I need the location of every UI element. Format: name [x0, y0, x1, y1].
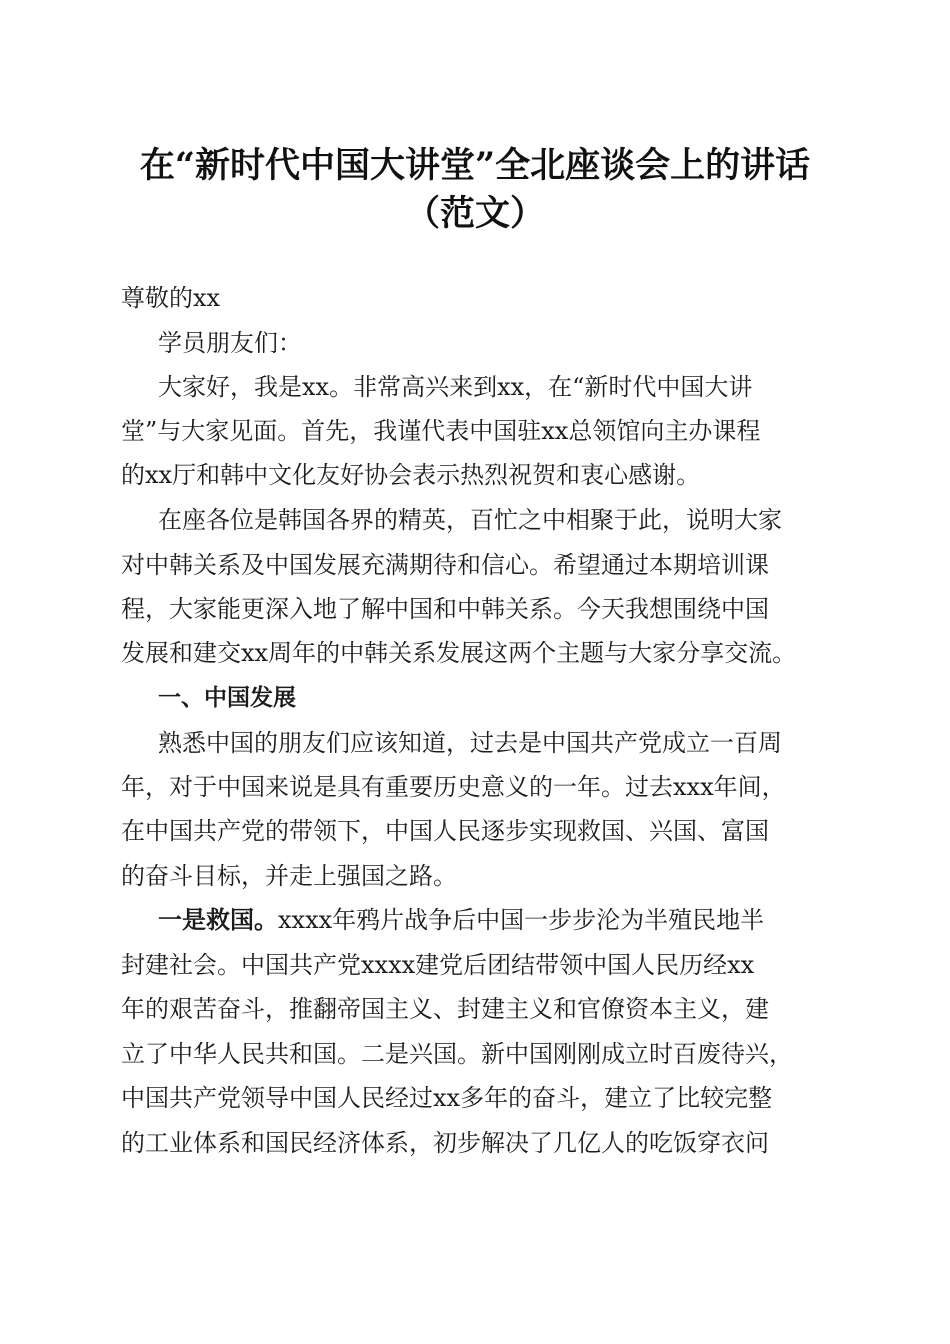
para4-line-3: 年的艰苦奋斗，推翻帝国主义、封建主义和官僚资本主义，建	[121, 995, 769, 1023]
para4-line-4: 立了中华人民共和国。二是兴国。新中国刚刚成立时百废待兴，	[121, 1040, 793, 1068]
para2-line-2: 对中韩关系及中国发展充满期待和信心。希望通过本期培训课	[121, 551, 769, 579]
para3-line-1: 熟悉中国的朋友们应该知道，过去是中国共产党成立一百周	[158, 729, 782, 757]
para4-lead: 一是救国。	[158, 905, 278, 934]
para2-line-3: 程，大家能更深入地了解中国和中韩关系。今天我想围绕中国	[121, 595, 769, 623]
section-heading: 一、中国发展	[158, 685, 296, 711]
para4-first-rest: xxxx年鸦片战争后中国一步步沦为半殖民地半	[278, 906, 765, 934]
para3-line-2: 年，对于中国来说是具有重要历史意义的一年。过去xxx年间，	[121, 773, 786, 801]
para4-line-5: 中国共产党领导中国人民经过xx多年的奋斗，建立了比较完整	[121, 1084, 773, 1112]
document-title-line-2: （范文）	[404, 193, 545, 234]
para4-line-2: 封建社会。中国共产党xxxx建党后团结带领中国人民历经xx	[121, 951, 755, 979]
para4-line-1	[158, 904, 764, 936]
salutation-line-2: 学员朋友们：	[158, 329, 302, 357]
para2-line-4: 发展和建交xx周年的中韩关系发展这两个主题与大家分享交流。	[121, 639, 797, 667]
para4-line-6: 的工业体系和国民经济体系，初步解决了几亿人的吃饭穿衣问	[121, 1129, 769, 1157]
para3-line-4: 的奋斗目标，并走上强国之路。	[121, 862, 457, 890]
para1-line-1: 大家好，我是xx。非常高兴来到xx，在“新时代中国大讲	[158, 373, 753, 401]
document-title-line-1: 在“新时代中国大讲堂”全北座谈会上的讲话	[139, 145, 811, 186]
para3-line-3: 在中国共产党的带领下，中国人民逐步实现救国、兴国、富国	[121, 817, 769, 845]
salutation-line-1: 尊敬的xx	[121, 284, 221, 312]
para1-line-3: 的xx厅和韩中文化友好协会表示热烈祝贺和衷心感谢。	[121, 461, 701, 489]
para2-line-1: 在座各位是韩国各界的精英，百忙之中相聚于此，说明大家	[158, 506, 782, 534]
para1-line-2: 堂”与大家见面。首先，我谨代表中国驻xx总领馆向主办课程	[121, 417, 761, 445]
